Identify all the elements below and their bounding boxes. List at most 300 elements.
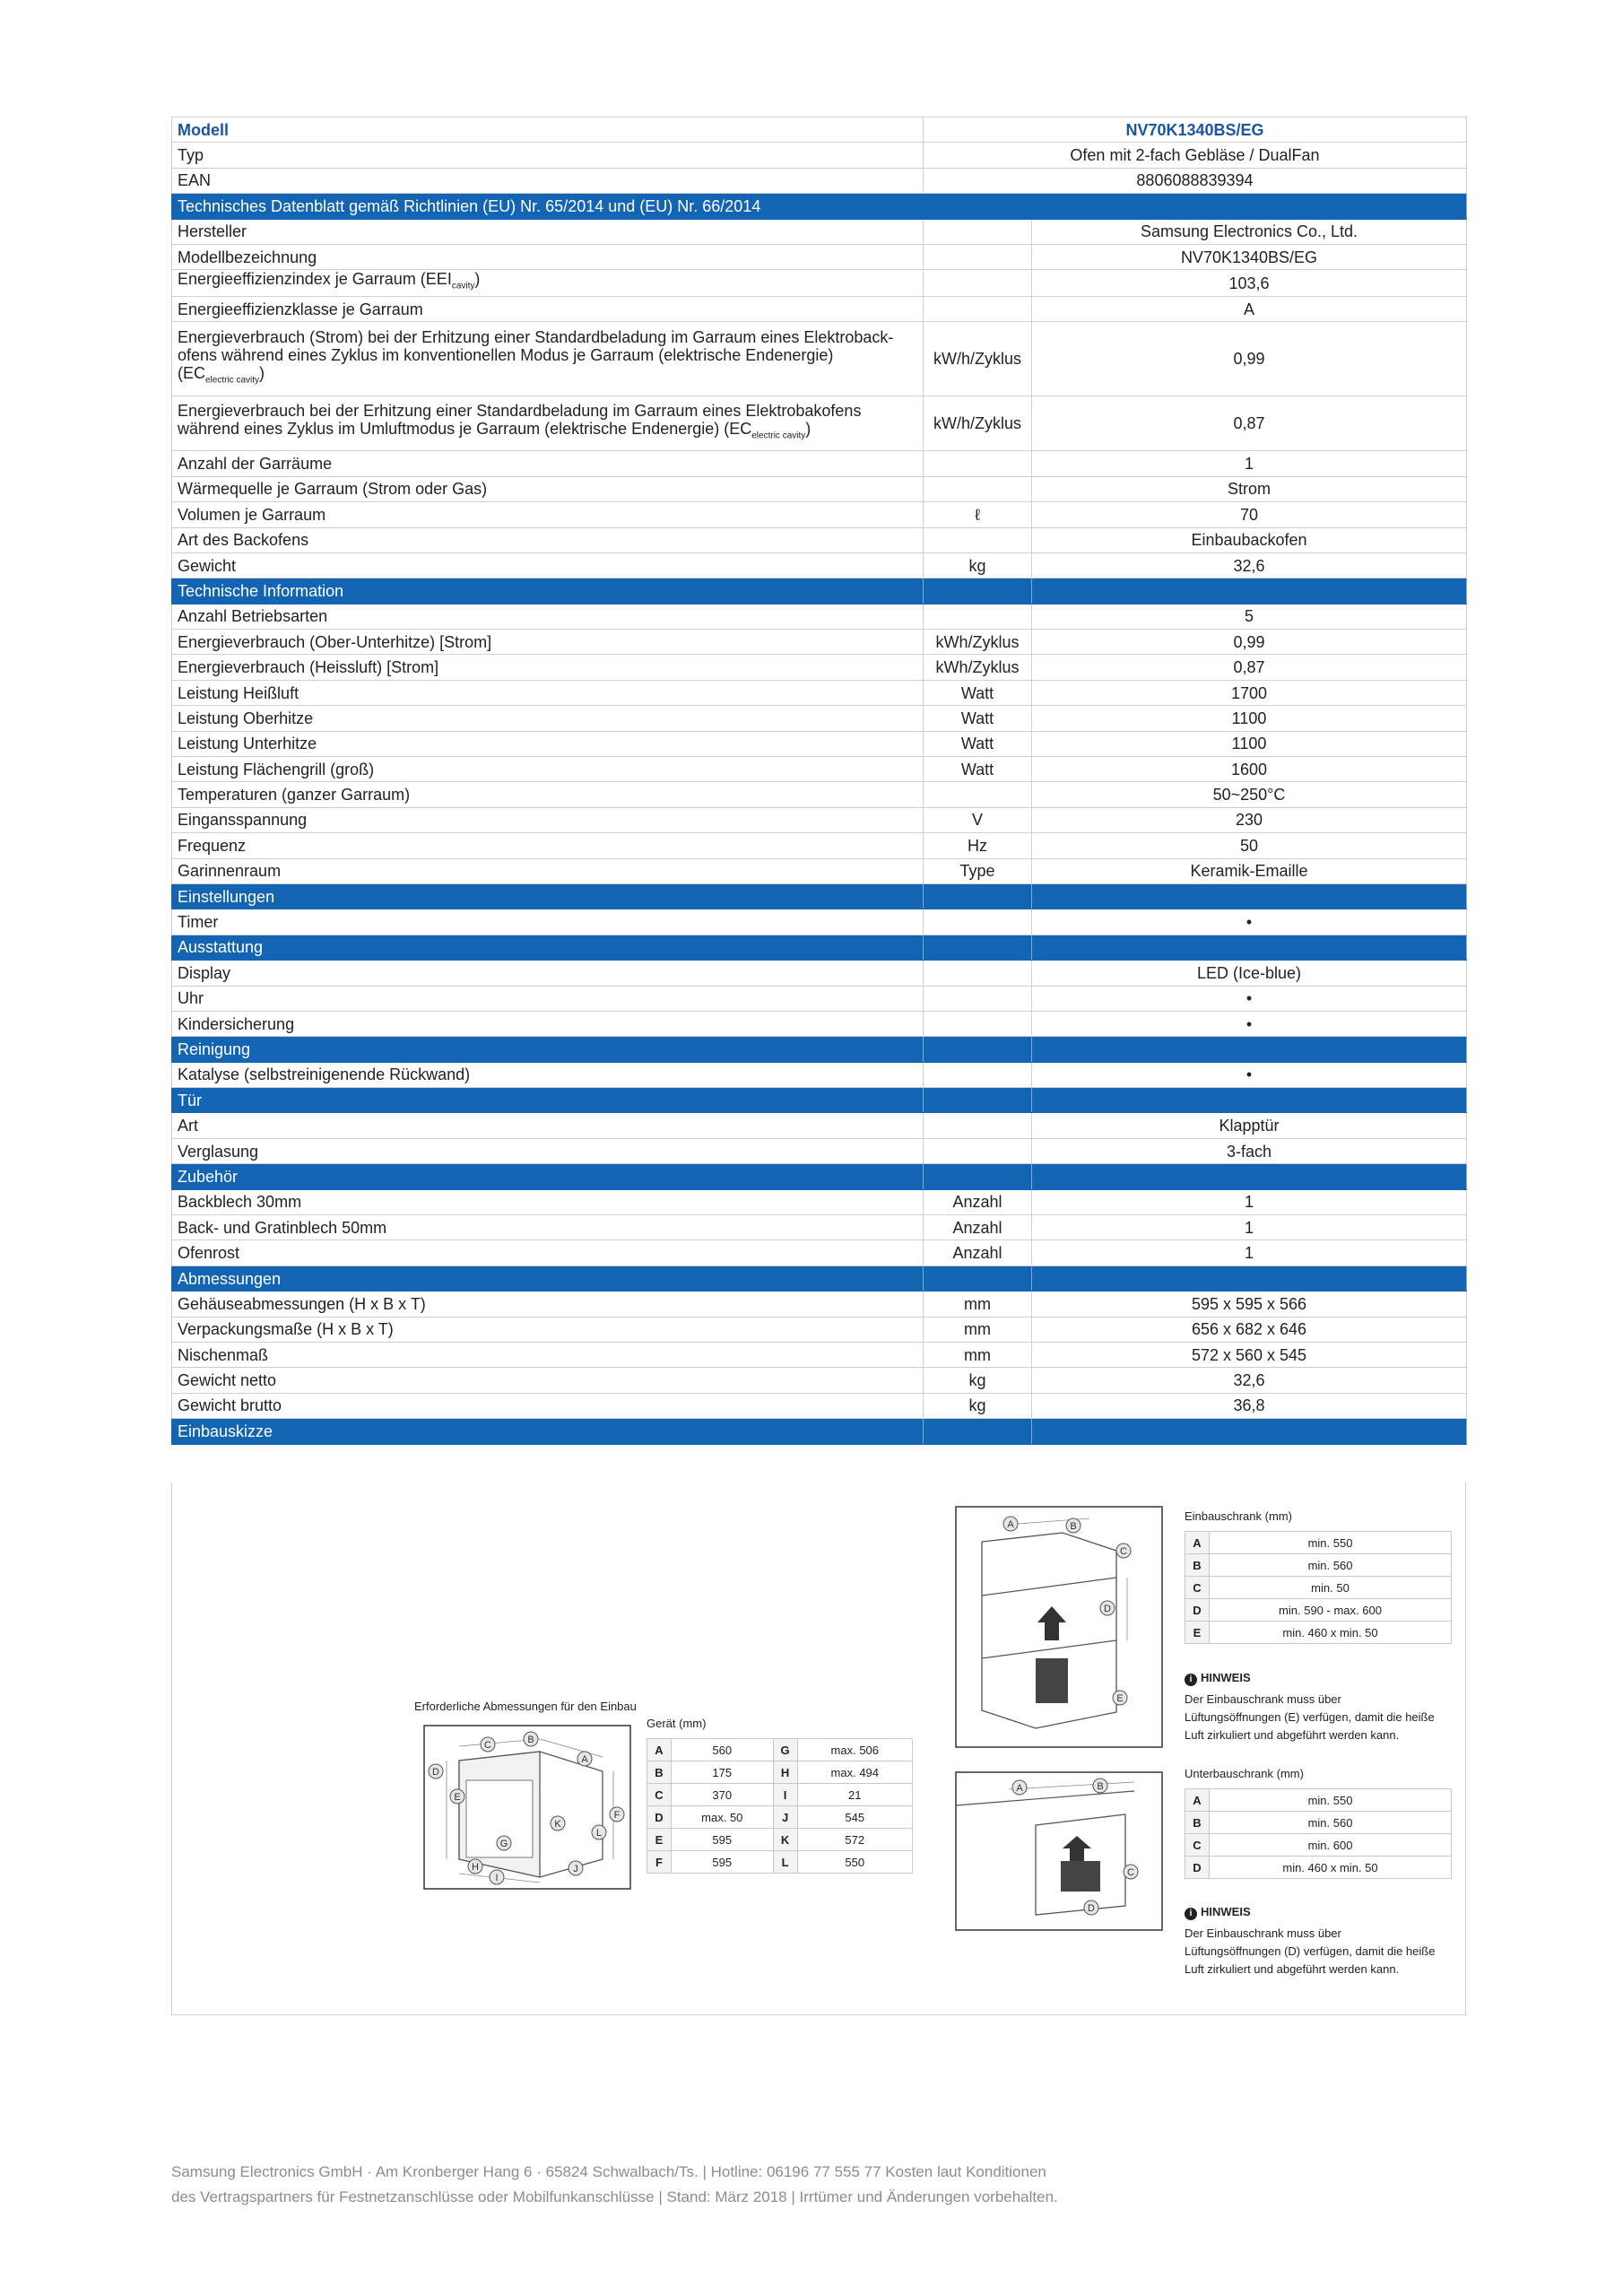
section-header-einstellungen bbox=[172, 883, 1467, 909]
row-unit bbox=[924, 1138, 1032, 1163]
label-subscript: electric cavity bbox=[751, 430, 806, 441]
type-label: Typ bbox=[172, 143, 924, 168]
unterbauschrank-note bbox=[1185, 1925, 1435, 1979]
dimension-row bbox=[647, 1851, 913, 1874]
row-value: 0,87 bbox=[1032, 396, 1467, 451]
row-value: 0,99 bbox=[1032, 322, 1467, 396]
installation-sketch bbox=[171, 1483, 1466, 2015]
row-volumen bbox=[172, 502, 1467, 527]
dimension-key: D bbox=[1185, 1857, 1210, 1879]
dimension-value: max. 506 bbox=[797, 1739, 912, 1761]
dimension-marker-label: H bbox=[472, 1862, 479, 1873]
label-line: ofens während eines Zyklus im konventionellen Modus je Garraum (elektrische Endenergie) bbox=[178, 346, 834, 365]
row-unit bbox=[924, 527, 1032, 552]
dimension-key: F bbox=[647, 1851, 672, 1874]
dimension-value: 595 bbox=[672, 1851, 774, 1874]
spec-row bbox=[172, 655, 1467, 680]
label-subscript: cavity bbox=[451, 281, 475, 291]
spec-row bbox=[172, 1113, 1467, 1138]
row-unit bbox=[924, 1062, 1032, 1087]
spec-row bbox=[172, 961, 1467, 986]
dimension-value: 175 bbox=[672, 1761, 774, 1784]
row-label: Anzahl Betriebsarten bbox=[172, 604, 924, 629]
row-value: 103,6 bbox=[1032, 270, 1467, 297]
row-value: 1600 bbox=[1032, 757, 1467, 782]
note-line: Luft zirkuliert und abgeführt werden kann. bbox=[1185, 1962, 1400, 1976]
spec-row bbox=[172, 807, 1467, 832]
section-header-tech-info bbox=[172, 578, 1467, 604]
row-gewicht bbox=[172, 552, 1467, 578]
type-value: Ofen mit 2-fach Gebläse / DualFan bbox=[924, 143, 1467, 168]
row-value: LED (Ice-blue) bbox=[1032, 961, 1467, 986]
dimension-marker-label: I bbox=[495, 1873, 499, 1883]
section-value-cell bbox=[1032, 1265, 1467, 1291]
label-line bbox=[178, 364, 917, 390]
row-value: 1 bbox=[1032, 451, 1467, 476]
spec-row bbox=[172, 630, 1467, 655]
row-value: 50 bbox=[1032, 833, 1467, 858]
section-title: Ausstattung bbox=[172, 935, 924, 960]
dimension-value: 550 bbox=[797, 1851, 912, 1874]
row-label bbox=[172, 322, 924, 396]
section-header-zubehoer bbox=[172, 1164, 1467, 1189]
dimension-marker-label: C bbox=[1127, 1867, 1134, 1878]
label-suffix: ) bbox=[259, 364, 265, 383]
row-value: Keramik-Emaille bbox=[1032, 858, 1467, 883]
row-label: Leistung Oberhitze bbox=[172, 706, 924, 731]
row-waermequelle bbox=[172, 476, 1467, 501]
row-label: Volumen je Garraum bbox=[172, 502, 924, 527]
row-value: 3-fach bbox=[1032, 1138, 1467, 1163]
section-title: Tür bbox=[172, 1088, 924, 1113]
spec-row bbox=[172, 706, 1467, 731]
spec-row bbox=[172, 782, 1467, 807]
row-unit: ℓ bbox=[924, 502, 1032, 527]
dimension-key: K bbox=[773, 1829, 797, 1851]
row-label: Energieeffizienzklasse je Garraum bbox=[172, 296, 924, 321]
dimension-value: 370 bbox=[672, 1784, 774, 1806]
row-value: NV70K1340BS/EG bbox=[1032, 244, 1467, 269]
row-label: Gewicht brutto bbox=[172, 1393, 924, 1418]
note-line: Lüftungsöffnungen (D) verfügen, damit die heiße bbox=[1185, 1944, 1436, 1958]
row-label: Art bbox=[172, 1113, 924, 1138]
dimension-marker-label: D bbox=[1104, 1604, 1111, 1614]
label-line bbox=[178, 420, 917, 446]
row-type bbox=[172, 143, 1467, 168]
dimension-key: B bbox=[1185, 1554, 1210, 1577]
left-diagram-title: Erforderliche Abmessungen für den Einbau bbox=[414, 1700, 637, 1713]
row-value: • bbox=[1032, 1062, 1467, 1087]
spec-row bbox=[172, 1240, 1467, 1265]
dimension-value: min. 600 bbox=[1210, 1834, 1452, 1857]
note-line: Lüftungsöffnungen (E) verfügen, damit die heiße bbox=[1185, 1710, 1435, 1724]
dimension-key: B bbox=[647, 1761, 672, 1784]
dimension-value: min. 560 bbox=[1210, 1812, 1452, 1834]
dimension-row bbox=[647, 1739, 913, 1761]
label-suffix: ) bbox=[474, 270, 481, 289]
row-label: Ofenrost bbox=[172, 1240, 924, 1265]
dimension-key: D bbox=[1185, 1599, 1210, 1622]
spec-row bbox=[172, 1292, 1467, 1317]
row-label: Energieverbrauch (Heissluft) [Strom] bbox=[172, 655, 924, 680]
dimension-marker-label: J bbox=[573, 1864, 578, 1874]
section-value-cell bbox=[1032, 1088, 1467, 1113]
dimension-key: C bbox=[1185, 1834, 1210, 1857]
row-label: Eingansspannung bbox=[172, 807, 924, 832]
section-header-datasheet bbox=[172, 194, 1467, 219]
row-value: A bbox=[1032, 296, 1467, 321]
section-value-cell bbox=[1032, 1419, 1467, 1444]
row-value: • bbox=[1032, 909, 1467, 935]
row-label: Leistung Heißluft bbox=[172, 680, 924, 705]
dimension-marker-label: D bbox=[1088, 1903, 1095, 1914]
row-label: Katalyse (selbstreinigenende Rückwand) bbox=[172, 1062, 924, 1087]
dimension-marker-label: A bbox=[1016, 1783, 1023, 1794]
row-unit: Anzahl bbox=[924, 1240, 1032, 1265]
dimension-value: min. 460 x min. 50 bbox=[1210, 1857, 1452, 1879]
row-label: Display bbox=[172, 961, 924, 986]
row-unit bbox=[924, 476, 1032, 501]
row-value: 1 bbox=[1032, 1189, 1467, 1214]
diagram-frame bbox=[956, 1772, 1162, 1930]
dimension-marker-label: D bbox=[432, 1767, 439, 1778]
row-value: 1 bbox=[1032, 1240, 1467, 1265]
dimension-row bbox=[1185, 1554, 1452, 1577]
section-value-cell bbox=[1032, 1164, 1467, 1189]
dimension-value: min. 550 bbox=[1210, 1789, 1452, 1812]
row-value: 1100 bbox=[1032, 731, 1467, 756]
row-value: 572 x 560 x 545 bbox=[1032, 1343, 1467, 1368]
section-unit-cell bbox=[924, 578, 1032, 604]
spec-row bbox=[172, 858, 1467, 883]
row-unit bbox=[924, 986, 1032, 1011]
dimension-key: G bbox=[773, 1739, 797, 1761]
row-label: Leistung Unterhitze bbox=[172, 731, 924, 756]
unterbauschrank-hinweis bbox=[1185, 1905, 1251, 1920]
oven-dimension-diagram bbox=[423, 1725, 631, 1890]
dimension-row bbox=[1185, 1622, 1452, 1644]
row-value: • bbox=[1032, 1011, 1467, 1036]
section-value-cell bbox=[1032, 935, 1467, 960]
vent-opening bbox=[1036, 1658, 1068, 1703]
row-label: Gewicht bbox=[172, 552, 924, 578]
row-unit: kW/h/Zyklus bbox=[924, 396, 1032, 451]
row-unit: mm bbox=[924, 1317, 1032, 1342]
row-unit: Watt bbox=[924, 706, 1032, 731]
row-label: Garinnenraum bbox=[172, 858, 924, 883]
row-label: Gehäuseabmessungen (H x B x T) bbox=[172, 1292, 924, 1317]
row-klasse bbox=[172, 296, 1467, 321]
note-line: Der Einbauschrank muss über bbox=[1185, 1692, 1341, 1706]
row-unit: mm bbox=[924, 1292, 1032, 1317]
row-label: Nischenmaß bbox=[172, 1343, 924, 1368]
section-title: Einstellungen bbox=[172, 883, 924, 909]
row-value: 5 bbox=[1032, 604, 1467, 629]
label-text: (EC bbox=[178, 364, 205, 383]
unterbauschrank-table bbox=[1185, 1788, 1452, 1879]
spec-row bbox=[172, 1011, 1467, 1036]
hinweis-label: HINWEIS bbox=[1201, 1671, 1251, 1684]
row-label: Anzahl der Garräume bbox=[172, 451, 924, 476]
spec-row bbox=[172, 731, 1467, 756]
dimension-key: C bbox=[647, 1784, 672, 1806]
spec-row bbox=[172, 757, 1467, 782]
row-label: Gewicht netto bbox=[172, 1368, 924, 1393]
dimension-row bbox=[1185, 1834, 1452, 1857]
unterbauschrank-diagram bbox=[955, 1771, 1163, 1931]
row-unit bbox=[924, 1011, 1032, 1036]
dimension-marker-label: K bbox=[554, 1819, 561, 1830]
geraet-table bbox=[647, 1738, 913, 1874]
spec-row bbox=[172, 1343, 1467, 1368]
dimension-row bbox=[647, 1806, 913, 1829]
dimension-value: 572 bbox=[797, 1829, 912, 1851]
row-unit: kW/h/Zyklus bbox=[924, 322, 1032, 396]
section-unit-cell bbox=[924, 883, 1032, 909]
row-anzahl-garraeume bbox=[172, 451, 1467, 476]
row-ec-fan bbox=[172, 396, 1467, 451]
row-value: Samsung Electronics Co., Ltd. bbox=[1032, 219, 1467, 244]
dimension-value: 560 bbox=[672, 1739, 774, 1761]
label-line: Energieverbrauch (Strom) bei der Erhitzung einer Standardbeladung im Garraum eines Elektroback- bbox=[178, 328, 894, 347]
row-label: Energieverbrauch (Ober-Unterhitze) [Strom] bbox=[172, 630, 924, 655]
row-eei bbox=[172, 270, 1467, 297]
row-unit bbox=[924, 604, 1032, 629]
row-value: • bbox=[1032, 986, 1467, 1011]
row-value: 230 bbox=[1032, 807, 1467, 832]
note-line: Der Einbauschrank muss über bbox=[1185, 1926, 1341, 1940]
row-unit: kWh/Zyklus bbox=[924, 655, 1032, 680]
section-title: Technisches Datenblatt gemäß Richtlinien (EU) Nr. 65/2014 und (EU) Nr. 66/2014 bbox=[172, 194, 1467, 219]
dimension-key: C bbox=[1185, 1577, 1210, 1599]
dimension-marker-label: B bbox=[527, 1735, 534, 1745]
label-subscript: electric cavity bbox=[205, 375, 260, 386]
section-header-ausstattung bbox=[172, 935, 1467, 960]
label-text: Energieeffizienzindex je Garraum (EEI bbox=[178, 270, 452, 289]
row-unit bbox=[924, 219, 1032, 244]
einbauschrank-hinweis bbox=[1185, 1671, 1251, 1686]
ean-label: EAN bbox=[172, 168, 924, 193]
section-title: Abmessungen bbox=[172, 1265, 924, 1291]
dimension-key: H bbox=[773, 1761, 797, 1784]
section-value-cell bbox=[1032, 578, 1467, 604]
note-line: Luft zirkuliert und abgeführt werden kann. bbox=[1185, 1728, 1400, 1742]
dimension-marker-label: E bbox=[1116, 1693, 1124, 1704]
dimension-marker-label: G bbox=[499, 1839, 508, 1849]
row-unit: Watt bbox=[924, 757, 1032, 782]
row-value: 70 bbox=[1032, 502, 1467, 527]
geraet-title: Gerät (mm) bbox=[647, 1717, 707, 1730]
row-label: Timer bbox=[172, 909, 924, 935]
einbauschrank-note bbox=[1185, 1691, 1435, 1744]
model-label: Modell bbox=[172, 117, 924, 143]
spec-row bbox=[172, 833, 1467, 858]
section-title: Reinigung bbox=[172, 1037, 924, 1062]
row-unit bbox=[924, 909, 1032, 935]
row-unit: V bbox=[924, 807, 1032, 832]
dimension-row bbox=[1185, 1812, 1452, 1834]
row-label: Frequenz bbox=[172, 833, 924, 858]
dimension-row bbox=[647, 1761, 913, 1784]
dimension-key: E bbox=[1185, 1622, 1210, 1644]
row-ean bbox=[172, 168, 1467, 193]
row-label: Leistung Flächengrill (groß) bbox=[172, 757, 924, 782]
dimension-row bbox=[1185, 1532, 1452, 1554]
section-header-tuer bbox=[172, 1088, 1467, 1113]
row-unit: Watt bbox=[924, 731, 1032, 756]
footer-line: des Vertragspartners für Festnetzanschlüsse oder Mobilfunkanschlüsse | Stand: März 2018 | Irrtümer und Änderungen vorbehalten. bbox=[171, 2188, 1058, 2205]
row-value: Strom bbox=[1032, 476, 1467, 501]
dimension-value: max. 494 bbox=[797, 1761, 912, 1784]
section-header-einbauskizze bbox=[172, 1419, 1467, 1444]
row-label: Back- und Gratinblech 50mm bbox=[172, 1215, 924, 1240]
dimension-marker-label: C bbox=[1120, 1546, 1127, 1557]
dimension-row bbox=[1185, 1599, 1452, 1622]
dimension-key: L bbox=[773, 1851, 797, 1874]
row-label bbox=[172, 270, 924, 297]
section-title: Zubehör bbox=[172, 1164, 924, 1189]
row-label: Verpackungsmaße (H x B x T) bbox=[172, 1317, 924, 1342]
dimension-row bbox=[1185, 1857, 1452, 1879]
dimension-row bbox=[1185, 1577, 1452, 1599]
row-unit bbox=[924, 961, 1032, 986]
row-label: Uhr bbox=[172, 986, 924, 1011]
row-label: Hersteller bbox=[172, 219, 924, 244]
spec-table bbox=[171, 117, 1467, 1445]
row-model bbox=[172, 117, 1467, 143]
row-unit: Hz bbox=[924, 833, 1032, 858]
dimension-marker-label: B bbox=[1070, 1521, 1077, 1532]
einbauschrank-table bbox=[1185, 1531, 1452, 1644]
dimension-value: min. 460 x min. 50 bbox=[1210, 1622, 1452, 1644]
spec-sections bbox=[172, 578, 1467, 1444]
dimension-row bbox=[647, 1784, 913, 1806]
dimension-key: A bbox=[647, 1739, 672, 1761]
dimension-key: I bbox=[773, 1784, 797, 1806]
spec-row bbox=[172, 604, 1467, 629]
row-unit bbox=[924, 451, 1032, 476]
row-value: 32,6 bbox=[1032, 1368, 1467, 1393]
spec-row bbox=[172, 1215, 1467, 1240]
row-unit bbox=[924, 782, 1032, 807]
row-value: 595 x 595 x 566 bbox=[1032, 1292, 1467, 1317]
row-unit: kg bbox=[924, 1393, 1032, 1418]
dimension-row bbox=[647, 1829, 913, 1851]
label-suffix: ) bbox=[805, 420, 812, 439]
info-icon: i bbox=[1185, 1674, 1197, 1686]
row-ec-conventional bbox=[172, 322, 1467, 396]
section-unit-cell bbox=[924, 1419, 1032, 1444]
dimension-value: max. 50 bbox=[672, 1806, 774, 1829]
row-label: Modellbezeichnung bbox=[172, 244, 924, 269]
row-unit: Type bbox=[924, 858, 1032, 883]
dimension-value: min. 560 bbox=[1210, 1554, 1452, 1577]
row-label: Wärmequelle je Garraum (Strom oder Gas) bbox=[172, 476, 924, 501]
row-value: Klapptür bbox=[1032, 1113, 1467, 1138]
section-header-reinigung bbox=[172, 1037, 1467, 1062]
row-label bbox=[172, 396, 924, 451]
row-label: Backblech 30mm bbox=[172, 1189, 924, 1214]
row-unit: mm bbox=[924, 1343, 1032, 1368]
section-title: Technische Information bbox=[172, 578, 924, 604]
einbauschrank-diagram bbox=[955, 1506, 1163, 1748]
spec-row bbox=[172, 1317, 1467, 1342]
row-unit: Watt bbox=[924, 680, 1032, 705]
einbauschrank-title: Einbauschrank (mm) bbox=[1185, 1509, 1292, 1523]
dimension-value: 545 bbox=[797, 1806, 912, 1829]
section-unit-cell bbox=[924, 1088, 1032, 1113]
section-unit-cell bbox=[924, 935, 1032, 960]
dimension-value: 21 bbox=[797, 1784, 912, 1806]
dimension-key: J bbox=[773, 1806, 797, 1829]
section-header-abmessungen bbox=[172, 1265, 1467, 1291]
row-value: 0,87 bbox=[1032, 655, 1467, 680]
dimension-key: D bbox=[647, 1806, 672, 1829]
label-line: Energieverbrauch bei der Erhitzung einer Standardbeladung im Garraum eines Elektrobakofens bbox=[178, 402, 862, 421]
model-value: NV70K1340BS/EG bbox=[924, 117, 1467, 143]
dimension-value: min. 590 - max. 600 bbox=[1210, 1599, 1452, 1622]
dimension-marker-label: F bbox=[613, 1810, 621, 1821]
row-unit: kWh/Zyklus bbox=[924, 630, 1032, 655]
page-footer bbox=[171, 2160, 1337, 2210]
row-value: 32,6 bbox=[1032, 552, 1467, 578]
row-unit: Anzahl bbox=[924, 1189, 1032, 1214]
section-value-cell bbox=[1032, 1037, 1467, 1062]
dimension-row bbox=[1185, 1789, 1452, 1812]
spec-row bbox=[172, 1062, 1467, 1087]
row-value: 50~250°C bbox=[1032, 782, 1467, 807]
section-unit-cell bbox=[924, 1037, 1032, 1062]
row-art bbox=[172, 527, 1467, 552]
vent-opening bbox=[1061, 1861, 1100, 1892]
row-value: Einbaubackofen bbox=[1032, 527, 1467, 552]
dimension-key: A bbox=[1185, 1532, 1210, 1554]
dimension-marker-label: B bbox=[1097, 1781, 1104, 1792]
row-value: 1100 bbox=[1032, 706, 1467, 731]
section-unit-cell bbox=[924, 1164, 1032, 1189]
spec-row bbox=[172, 1189, 1467, 1214]
row-value: 1 bbox=[1032, 1215, 1467, 1240]
label-text: während eines Zyklus im Umluftmodus je Garraum (elektrische Endenergie) (EC bbox=[178, 420, 752, 439]
footer-line: Samsung Electronics GmbH · Am Kronberger Hang 6 · 65824 Schwalbach/Ts. | Hotline: 06196 77 555 77 Kosten laut Konditionen bbox=[171, 2163, 1046, 2180]
spec-row bbox=[172, 909, 1467, 935]
row-value: 36,8 bbox=[1032, 1393, 1467, 1418]
section-value-cell bbox=[1032, 883, 1467, 909]
info-icon: i bbox=[1185, 1908, 1197, 1920]
unterbauschrank-title: Unterbauschrank (mm) bbox=[1185, 1767, 1304, 1780]
spec-row bbox=[172, 986, 1467, 1011]
row-value: 1700 bbox=[1032, 680, 1467, 705]
dimension-marker-label: C bbox=[484, 1740, 491, 1751]
row-unit bbox=[924, 270, 1032, 297]
dimension-marker-label: L bbox=[595, 1828, 603, 1839]
ean-value: 8806088839394 bbox=[924, 168, 1467, 193]
row-modellbezeichnung bbox=[172, 244, 1467, 269]
dimension-value: min. 50 bbox=[1210, 1577, 1452, 1599]
dimension-key: B bbox=[1185, 1812, 1210, 1834]
dimension-value: 595 bbox=[672, 1829, 774, 1851]
row-label: Verglasung bbox=[172, 1138, 924, 1163]
spec-row bbox=[172, 1138, 1467, 1163]
dimension-key: E bbox=[647, 1829, 672, 1851]
row-label: Temperaturen (ganzer Garraum) bbox=[172, 782, 924, 807]
row-unit: kg bbox=[924, 1368, 1032, 1393]
row-unit bbox=[924, 244, 1032, 269]
dimension-value: min. 550 bbox=[1210, 1532, 1452, 1554]
section-unit-cell bbox=[924, 1265, 1032, 1291]
row-unit: kg bbox=[924, 552, 1032, 578]
dimension-marker-label: A bbox=[1007, 1519, 1014, 1530]
